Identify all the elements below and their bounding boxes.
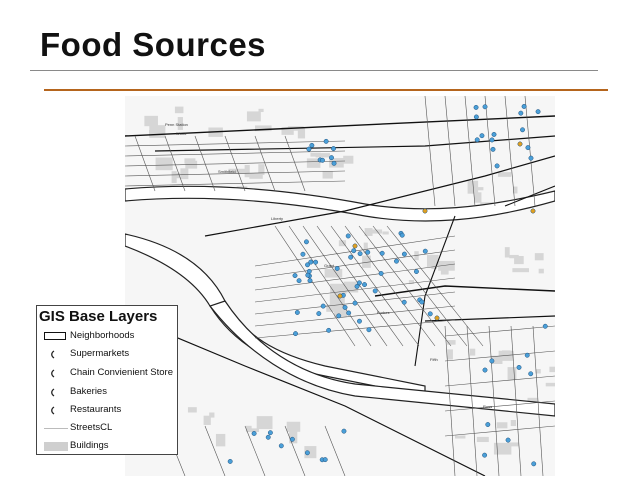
food-source-marker (520, 128, 524, 132)
food-source-marker (532, 462, 536, 466)
food-source-marker (531, 209, 535, 213)
legend-item-restaurants: Restaurants (37, 401, 177, 419)
map-street-label: Forbes (377, 310, 390, 315)
food-source-marker (308, 278, 312, 282)
food-source-marker (483, 105, 487, 109)
legend-title: GIS Base Layers (39, 308, 158, 325)
food-source-marker (518, 142, 522, 146)
food-source-marker (309, 260, 313, 264)
food-sources-map[interactable] (125, 96, 555, 476)
title-divider-gray (30, 70, 598, 71)
building-fill-icon (44, 442, 68, 451)
food-source-marker (490, 138, 494, 142)
street-line-icon (44, 428, 68, 429)
food-source-marker (307, 147, 311, 151)
food-source-marker (474, 105, 478, 109)
chain-store-dot-icon (50, 369, 55, 377)
map-street-label: Ross (483, 404, 493, 409)
food-source-marker (268, 430, 272, 434)
food-source-marker (348, 255, 352, 259)
food-source-marker (320, 158, 324, 162)
food-source-marker (228, 459, 232, 463)
food-source-marker (323, 457, 327, 461)
map-street-label: Fifth (430, 357, 438, 362)
food-source-marker (326, 328, 330, 332)
legend-item-neighborhoods: Neighborhoods (37, 327, 177, 345)
food-source-marker (491, 147, 495, 151)
food-source-marker (293, 331, 297, 335)
food-source-marker (402, 300, 406, 304)
food-source-marker (380, 251, 384, 255)
food-source-marker (329, 155, 333, 159)
food-source-marker (367, 328, 371, 332)
slide-title: Food Sources (40, 26, 267, 63)
food-source-marker (337, 314, 341, 318)
title-divider-orange (44, 89, 608, 91)
map-street-label: Smithfield (218, 169, 236, 174)
legend-item-bakeries: Bakeries (37, 383, 177, 401)
food-source-marker (536, 109, 540, 113)
food-source-marker (353, 244, 357, 248)
bakery-dot-icon (50, 388, 55, 396)
legend-item-chain-store: Chain Convienient Store (37, 364, 177, 382)
legend-panel (36, 305, 178, 455)
food-source-marker (506, 438, 510, 442)
food-source-marker (486, 422, 490, 426)
food-source-marker (414, 269, 418, 273)
food-source-marker (474, 115, 478, 119)
food-source-marker (305, 451, 309, 455)
food-source-marker (335, 266, 339, 270)
food-source-marker (279, 444, 283, 448)
map-street-label: Grant (324, 263, 335, 268)
food-source-marker (317, 311, 321, 315)
food-source-marker (483, 368, 487, 372)
food-source-marker (346, 311, 350, 315)
legend-item-supermarkets: Supermarkets (37, 345, 177, 363)
food-source-marker (400, 233, 404, 237)
food-source-marker (543, 324, 547, 328)
map-street-label: Liberty (271, 216, 284, 221)
food-source-marker (529, 372, 533, 376)
map-street-label: Wood (176, 131, 187, 136)
food-source-marker (306, 273, 310, 277)
food-source-marker (346, 234, 350, 238)
food-source-marker (490, 359, 494, 363)
food-source-marker (519, 111, 523, 115)
food-source-marker (475, 138, 479, 142)
food-source-marker (357, 319, 361, 323)
food-source-marker (266, 435, 270, 439)
food-source-marker (324, 139, 328, 143)
food-source-marker (352, 249, 356, 253)
food-source-marker (301, 252, 305, 256)
food-source-marker (355, 284, 359, 288)
food-source-marker (342, 429, 346, 433)
food-source-marker (358, 251, 362, 255)
food-source-marker (343, 305, 347, 309)
food-source-marker (526, 145, 530, 149)
food-source-marker (304, 240, 308, 244)
legend-item-buildings: Buildings (37, 437, 177, 455)
supermarket-dot-icon (50, 350, 55, 358)
food-source-marker (310, 143, 314, 147)
food-source-marker (480, 133, 484, 137)
food-source-marker (338, 294, 342, 298)
food-source-marker (529, 156, 533, 160)
food-source-marker (435, 316, 439, 320)
food-source-marker (420, 300, 424, 304)
food-source-marker (492, 132, 496, 136)
food-source-marker (428, 312, 432, 316)
restaurant-dot-icon (50, 406, 55, 414)
food-source-marker (362, 282, 366, 286)
food-source-marker (321, 304, 325, 308)
food-source-marker (423, 249, 427, 253)
food-source-marker (394, 259, 398, 263)
food-source-marker (252, 431, 256, 435)
food-source-marker (423, 209, 427, 213)
food-source-marker (495, 164, 499, 168)
food-source-marker (402, 252, 406, 256)
map-canvas (125, 96, 555, 476)
food-source-marker (331, 146, 335, 150)
food-source-marker (482, 453, 486, 457)
legend-item-streets: StreetsCL (37, 419, 177, 437)
food-source-marker (297, 278, 301, 282)
food-source-marker (293, 273, 297, 277)
food-source-marker (517, 365, 521, 369)
food-source-marker (522, 104, 526, 108)
food-source-marker (295, 310, 299, 314)
map-street-label: Penn Station (165, 122, 188, 127)
food-source-marker (332, 161, 336, 165)
food-source-marker (290, 437, 294, 441)
food-source-marker (373, 289, 377, 293)
neighborhood-outline-icon (44, 332, 66, 340)
food-source-marker (353, 301, 357, 305)
food-source-marker (379, 271, 383, 275)
food-source-marker (313, 260, 317, 264)
food-source-marker (366, 250, 370, 254)
food-source-marker (525, 353, 529, 357)
